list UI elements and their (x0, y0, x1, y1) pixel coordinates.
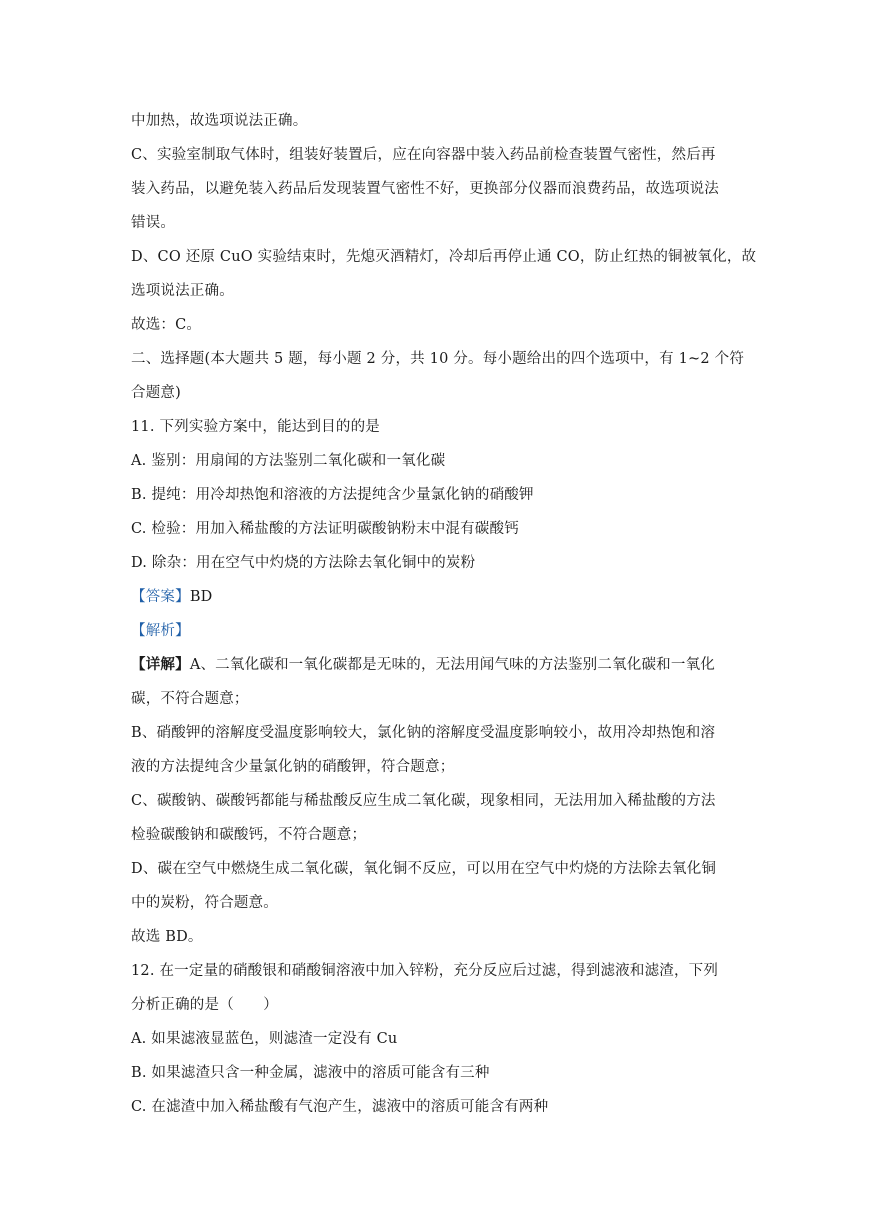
text-line: D、CO 还原 CuO 实验结束时，先熄灭酒精灯，冷却后再停止通 CO，防止红热的铜被氧化，故 (131, 249, 757, 265)
answer-line (131, 580, 751, 614)
text-line: 故选 BD。 (131, 929, 203, 945)
text-line: C、实验室制取气体时，组装好装置后，应在向容器中装入药品前检查装置气密性，然后再 (131, 147, 716, 163)
detail-first: A、二氧化碳和一氧化碳都是无味的，无法用闻气味的方法鉴别二氧化碳和一氧化 (189, 657, 715, 673)
option-a: A. 如果滤液显蓝色，则滤渣一定没有 Cu (131, 1031, 398, 1047)
question-12-cont: 分析正确的是（ ） (131, 997, 278, 1013)
text-line: 中的炭粉，符合题意。 (131, 895, 278, 911)
option-c: C. 检验：用加入稀盐酸的方法证明碳酸钠粉末中混有碳酸钙 (131, 521, 519, 537)
answer-tag: 【答案】 (131, 589, 190, 605)
text-line: 液的方法提纯含少量氯化钠的硝酸钾，符合题意； (131, 759, 455, 775)
text-line: 中加热，故选项说法正确。 (131, 113, 308, 129)
option-d: D. 除杂：用在空气中灼烧的方法除去氧化铜中的炭粉 (131, 555, 476, 571)
question-12: 12. 在一定量的硝酸银和硝酸铜溶液中加入锌粉，充分反应后过滤，得到滤液和滤渣，下列 (131, 963, 719, 979)
text-line: D、碳在空气中燃烧生成二氧化碳，氧化铜不反应，可以用在空气中灼烧的方法除去氧化铜 (131, 861, 717, 877)
text-line: 选项说法正确。 (131, 283, 234, 299)
section-heading-cont: 合题意) (131, 385, 181, 401)
analysis-tag: 【解析】 (131, 623, 190, 639)
text-line: 错误。 (131, 215, 176, 231)
text-line: 故选：C。 (131, 317, 202, 333)
section-heading: 二、选择题(本大题共 5 题，每小题 2 分，共 10 分。每小题给出的四个选项中，有 1~2 个符 (131, 351, 745, 367)
text-line: 检验碳酸钠和碳酸钙，不符合题意； (131, 827, 367, 843)
answer-value: BD (189, 589, 213, 605)
detail-line (131, 648, 751, 682)
text-line: B、硝酸钾的溶解度受温度影响较大，氯化钠的溶解度受温度影响较小，故用冷却热饱和溶 (131, 725, 716, 741)
text-line: 碳，不符合题意； (131, 691, 249, 707)
detail-tag: 【详解】 (131, 656, 190, 673)
option-b: B. 提纯：用冷却热饱和溶液的方法提纯含少量氯化钠的硝酸钾 (131, 487, 534, 503)
option-b: B. 如果滤渣只含一种金属，滤液中的溶质可能含有三种 (131, 1065, 490, 1081)
analysis-line (131, 614, 751, 648)
text-line: C、碳酸钠、碳酸钙都能与稀盐酸反应生成二氧化碳，现象相同，无法用加入稀盐酸的方法 (131, 793, 716, 809)
document-page (131, 104, 757, 1124)
question-11: 11. 下列实验方案中，能达到目的的是 (131, 419, 380, 435)
option-a: A. 鉴别：用扇闻的方法鉴别二氧化碳和一氧化碳 (131, 453, 446, 469)
text-line: 装入药品，以避免装入药品后发现装置气密性不好，更换部分仪器而浪费药品，故选项说法 (131, 181, 719, 197)
option-c: C. 在滤渣中加入稀盐酸有气泡产生，滤液中的溶质可能含有两种 (131, 1099, 549, 1115)
